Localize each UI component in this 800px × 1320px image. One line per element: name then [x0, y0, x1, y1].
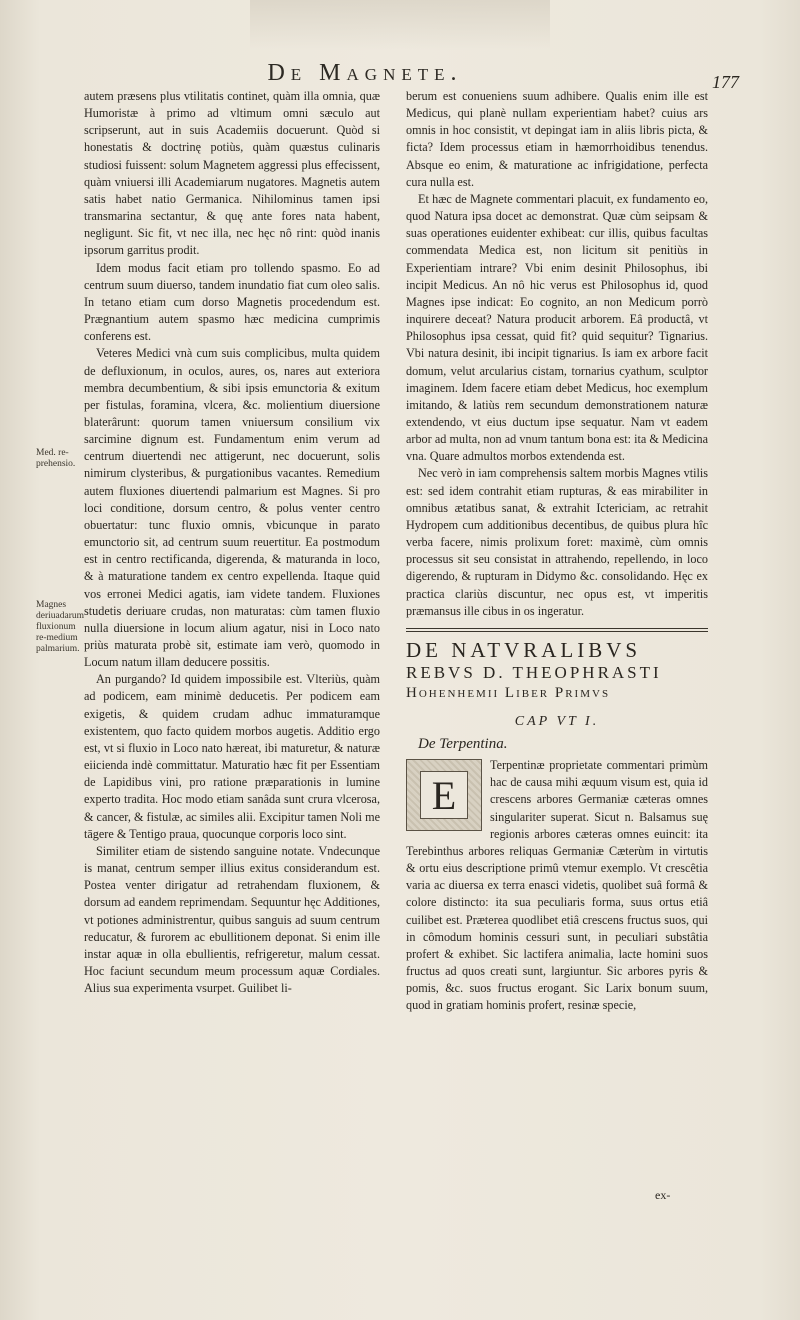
- paragraph: Terpentinæ proprietate commentari primùm hac de causa mihi æquum visum est, quia id crescens arbores Germaniæ cæteras omnes singulariter superat. Sicut n. Balsamus suę regionis arbores cæteras omnes euincit: ita Terebinthus arbores reliquas Germaniæ Cæterùm in virtutis & ortu eius descriptione primû vtemur exemplo. Vt crescêtia varia ac diuersa ex terra enasci videtis, quolibet suâ formâ & colore distincto: ita sua peculiaris forma, suus ortus etiâ cuilibet est. Præterea quodlibet etiâ crescens fructus suos, qui in cômodum hominis cessuri sunt, in peculiari substâtia profert & exhibet. Sic lactifera animalia, lacte homini suos fructus ad quos creati sunt, largiuntur. Sic arbores pyris & pomis, &c. suos fructus erogant. Sic Larix bonum suum, quod in gratiam hominis profert, resinæ specie,: [406, 758, 708, 1013]
- paragraph: Idem modus facit etiam pro tollendo spasmo. Eo ad centrum suum diuerso, tandem inundatio fiat cum oleo salis. In tetano etiam cum dorso Magnetis procedendum est. Prægnantium autem spasmo hæc medicina cumprimis conferens est.: [84, 260, 380, 344]
- section-title: DE NATVRALIBVS: [406, 637, 642, 662]
- margin-note: Med. re-prehensio.: [36, 448, 76, 469]
- catchword: ex-: [655, 1188, 671, 1202]
- page-number: 177: [712, 72, 739, 92]
- chapter-heading: CAP VT I.: [514, 713, 600, 729]
- section-subtitle-2: Hohenhemii Liber Primvs: [406, 684, 611, 701]
- paragraph: Veteres Medici vnà cum suis complicibus, multa quidem de defluxionum, in oculos, aures, os, nares aut exteriora membra decumbentium, & sibi ipsis emunctoria & exitum per fistulas, foramina, vlcera, &c. molientium diuersione blaterârunt: quorum tamen vniuersum consilium vix sarcimine dignum est. Fundamentum enim verum ad centrum diuertendi nec attigerunt, nec docuerunt, solis nimirum clysteribus, & purgationibus vacantes. Remedium autem fluxiones diuertendi palmarium est Magnes. Si pro loci conditione, dorsum centro, & polus venter centro obuertatur: tunc fluxio omnis, vbicunque in parato emunctorio sit, ad centrum suum reuertitur. Ea postmodum est in centro rectificanda, digerenda, & maturanda in loco, & à maturatione tandem ex centro expellenda. Itaque quid vos erronei Medici agatis, iam videte tandem. Fluxiones studetis deriuare crudas, non maturatas: cùm tamen fluxio nulla diuersione in locum alium agatur, nisi in Loco nato priùs maturata probè sit, estimate iam verò, quomodo in Locum natum illam deducere possitis.: [84, 346, 380, 670]
- paragraph: autem præsens plus vtilitatis continet, quàm illa omnia, quæ Humoristæ à primo ad vltimum omni sæculo aut scripserunt, aut in suis Academiis docuerunt. Quòd si honestatis & doctrinę potiùs, quàm quæstus culinaris studiosi fuissent: solum Magnetem aggressi plus effecissent, quàm vniuersi illi Academiarum nugatores. Magnetis autem satis habet natio Germanica. Nihilominus tamen ipsi transmarina sectantur, & quę ante fores nata habent, negligunt. Sic fit, vt nec illa, nec hęc nô rint: quòd inanis ipsorum garritus prodit.: [84, 89, 380, 258]
- running-title: De Magnete.: [267, 60, 463, 86]
- page-shadow: [250, 0, 550, 50]
- paragraph: Similiter etiam de sistendo sanguine notate. Vndecunque is manat, centrum semper illius exitus considerandum est. Postea venter dirigatur ad retrahendam fluxionem, & dorsum ad eandem reprimendam. Sequuntur hęc Additiones, vt potiones administrentur, quibus sanguis ad suum centrum reducatur, & furorem ac ebullitionem deponat. Si enim ille instar aquæ in olla ebullientis, refrigeretur, malum cessat. Hoc faciunt secundum meum processum aquæ Cordiales. Alius sua experimenta vsurpet. Guilibet li-: [84, 843, 380, 996]
- section-divider: [406, 628, 708, 632]
- chapter-title: De Terpentina.: [418, 736, 508, 752]
- opening-paragraph: [406, 757, 708, 1014]
- left-column: [84, 88, 380, 1198]
- paragraph: berum est conueniens suum adhibere. Qualis enim ille est Medicus, qui planè nullam experientiam habet? cuius ars omnis in hoc consistit, vt depingat iam in aliis libris picta, & ficta? Idem processus etiam in hæmorrhoidibus tenendus. Absque eo enim, & maturatione ac infrigidatione, perfecta cura nulla est.: [406, 89, 708, 189]
- margin-note: Magnes deriuadarum fluxionum re-medium palmarium.: [36, 600, 85, 654]
- decorated-initial: [406, 759, 482, 831]
- paragraph: Nec verò in iam comprehensis saltem morbis Magnes vtilis est: sed idem contrahit etiam rupturas, & eas mirabiliter in omnibus ætatibus sanat, & extrahit Ictericiam, ac retrahit Hydropem cum additionibus decentibus, de quibus plura hîc verba facere, nimis prolixum foret: maximè, cùm omnis processus sit seu consistat in attrahendo, repellendo, in loco digerendo, & rupturam in Didymo &c. consolidando. Hęc ex practica clariùs discuntur, nec opus est, vt imperitis præmansus ille cibus in os ingeratur.: [406, 466, 708, 618]
- paragraph: Et hæc de Magnete commentari placuit, ex fundamento eo, quod Natura ipsa docet ac demonstrat. Quæ cùm seipsam & suas operationes euidenter exhibeat: cur illis, quibus facultas commendata Medica est, non licitum sit penitiùs in Experientiam intrare? Vbi enim desinit Philosophus, ibi incipit Medicus. An nô hic verus est Philosophus id, quod Magnes ipse indicat: Eo cognito, an non Medicum porrò inquirere deceat? Natura producit arborem. Eâ productâ, vt Philosophus ipsa cessat, quid fit? quid sequitur? Tignarius. Vbi natura desinit, ibi incipit tignarius. Is iam ex arbore facit domum, velut arcularius cistam, tornarius cyathum, sculptor imaginem. Idem facere etiam debet Medicus, hoc exemplum imitando, & latiùs rem secundum demonstrationem naturæ extendendo, vt eius ductum ipse sequatur. Nam vt eadem arbor ad multa, non ad vnum tantum bona est: ita & Medicina vna. Quare admultos morbos extendenda est.: [406, 191, 708, 464]
- paragraph: An purgando? Id quidem impossibile est. Vlteriùs, quàm ad podicem, eam minimè deducetis. Per podicem eam exigetis, & quidem crudam adhuc immaturamque existentem, quo facto quidem morbos augetis. Additio ergo est, vt si fluxio in Loco nato hæreat, ibi maturetur, & naturæ eiicienda indè committatur. Maturatio hæc fit per Essentiam de Lapidibus vini, pro ratione præparationis in lumine experto tradita. Hoc modo etiam sanâda sunt crura vlcerosa, & cancer, & fistulæ, ac similes alii. Excipitur tamen Noli me tāgere & Tentigo praua, quocunque corporis loco sint.: [84, 672, 380, 841]
- initial-letter: E: [420, 771, 468, 819]
- right-column: [406, 88, 708, 1198]
- section-subtitle: REBVS D. THEOPHRASTI: [406, 662, 662, 682]
